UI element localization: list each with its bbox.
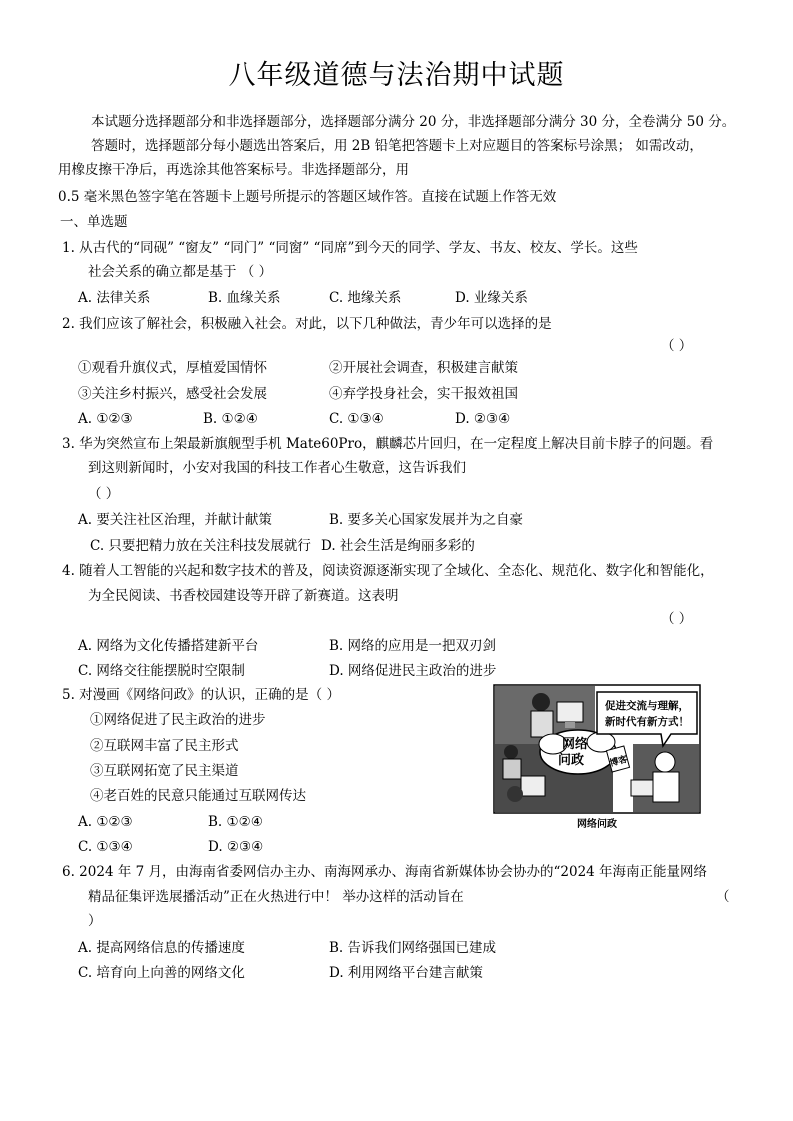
option-d: D. ②③④ <box>455 411 511 427</box>
instruction-line-4: 0.5 毫米黑色签字笔在答题卡上题号所提示的答题区域作答。直接在试题上作答无效 <box>58 189 557 205</box>
instruction-line-1: 本试题分选择题部分和非选择题部分，选择题部分满分 20 分，非选择题部分满分 30 分，全卷满分 50 分。 <box>91 114 736 130</box>
option-d: D. 社会生活是绚丽多彩的 <box>321 538 475 554</box>
cartoon-caption: 网络问政 <box>577 819 617 830</box>
instruction-line-3: 用橡皮擦干净后，再选涂其他答案标号。非选择题部分，用 <box>58 162 409 178</box>
bubble-line-2: 新时代有新方式！ <box>605 716 689 728</box>
option-a: A. 网络为文化传播搭建新平台 <box>78 638 259 654</box>
option-c: C. ①③④ <box>78 839 133 855</box>
answer-paren: （ ） <box>661 611 693 627</box>
statement-1: ①网络促进了民主政治的进步 <box>90 712 266 728</box>
instruction-line-2: 答题时，选择题部分每小题选出答案后，用 2B 铅笔把答题卡上对应题目的答案标号涂黑； 如需改动， <box>91 138 703 154</box>
option-b: B. 要多关心国家发展并为之自豪 <box>329 512 524 528</box>
statement-2: ②互联网丰富了民主形式 <box>90 738 239 754</box>
question-stem: 4. 随着人工智能的兴起和数字技术的普及，阅读资源逐渐实现了全域化、全态化、规范化、数字化和智能化， <box>62 563 714 579</box>
option-b: B. 血缘关系 <box>208 290 281 306</box>
question-stem: 到这则新闻时，小安对我国的科技工作者心生敬意，这告诉我们 <box>88 460 466 476</box>
cartoon-illustration <box>493 684 701 832</box>
cartoon-drawing <box>493 684 701 832</box>
option-a: A. ①②③ <box>78 814 133 830</box>
option-b: B. 告诉我们网络强国已建成 <box>329 940 497 956</box>
option-b: B. ①②④ <box>203 411 258 427</box>
option-c: C. 只要把精力放在关注科技发展就行 <box>90 538 311 554</box>
option-a: A. 提高网络信息的传播速度 <box>78 940 245 956</box>
statement-1: ①观看升旗仪式，厚植爱国情怀 <box>78 360 267 376</box>
answer-paren: （ ） <box>661 338 693 354</box>
option-b: B. ①②④ <box>208 814 263 830</box>
tag-label: 博客 <box>608 754 629 770</box>
question-stem: 5. 对漫画《网络问政》的认识，正确的是（ ） <box>62 687 340 703</box>
question-stem: 精品征集评选展播活动”正在火热进行中！ 举办这样的活动旨在 <box>88 889 464 905</box>
statement-3: ③关注乡村振兴，感受社会发展 <box>78 386 267 402</box>
answer-paren-open: （ <box>716 889 730 905</box>
cloud-label-2: 问政 <box>557 753 585 768</box>
option-a: A. 法律关系 <box>78 290 151 306</box>
option-b: B. 网络的应用是一把双刃剑 <box>329 638 497 654</box>
statement-3: ③互联网拓宽了民主渠道 <box>90 763 239 779</box>
section-heading: 一、单选题 <box>60 214 128 230</box>
option-d: D. 网络促进民主政治的进步 <box>329 663 497 679</box>
bubble-line-1: 促进交流与理解， <box>605 700 689 712</box>
question-stem: 2. 我们应该了解社会，积极融入社会。对此，以下几种做法，青少年可以选择的是 <box>62 316 552 332</box>
question-stem: 3. 华为突然宣布上架最新旗舰型手机 Mate60Pro，麒麟芯片回归，在一定程度上解决目前卡脖子的问题。看 <box>62 436 714 452</box>
statement-2: ②开展社会调查，积极建言献策 <box>329 360 518 376</box>
question-stem: 社会关系的确立都是基于 （ ） <box>88 264 273 280</box>
statement-4: ④老百姓的民意只能通过互联网传达 <box>90 788 306 804</box>
question-stem: 为全民阅读、书香校园建设等开辟了新赛道。这表明 <box>88 588 399 604</box>
option-c: C. ①③④ <box>329 411 384 427</box>
page-title: 八年级道德与法治期中试题 <box>228 60 565 91</box>
question-stem: 1. 从古代的“同砚” “窗友” “同门” “同窗” “同席”到今天的同学、学友、书友、校友、学长。这些 <box>62 240 638 256</box>
statement-4: ④弃学投身社会，实干报效祖国 <box>329 386 518 402</box>
answer-paren-close: ） <box>88 913 102 929</box>
question-stem: 6. 2024 年 7 月，由海南省委网信办主办、南海网承办、海南省新媒体协会协办的“2024 年海南正能量网络 <box>62 864 708 880</box>
option-d: D. ②③④ <box>208 839 264 855</box>
cloud-label-1: 网络 <box>561 737 589 752</box>
option-d: D. 利用网络平台建言献策 <box>329 965 483 981</box>
option-a: A. ①②③ <box>78 411 133 427</box>
option-c: C. 培育向上向善的网络文化 <box>78 965 245 981</box>
option-c: C. 地缘关系 <box>329 290 402 306</box>
option-a: A. 要关注社区治理，并献计献策 <box>78 512 272 528</box>
option-c: C. 网络交往能摆脱时空限制 <box>78 663 245 679</box>
option-d: D. 业缘关系 <box>455 290 528 306</box>
answer-paren: （ ） <box>88 486 120 502</box>
